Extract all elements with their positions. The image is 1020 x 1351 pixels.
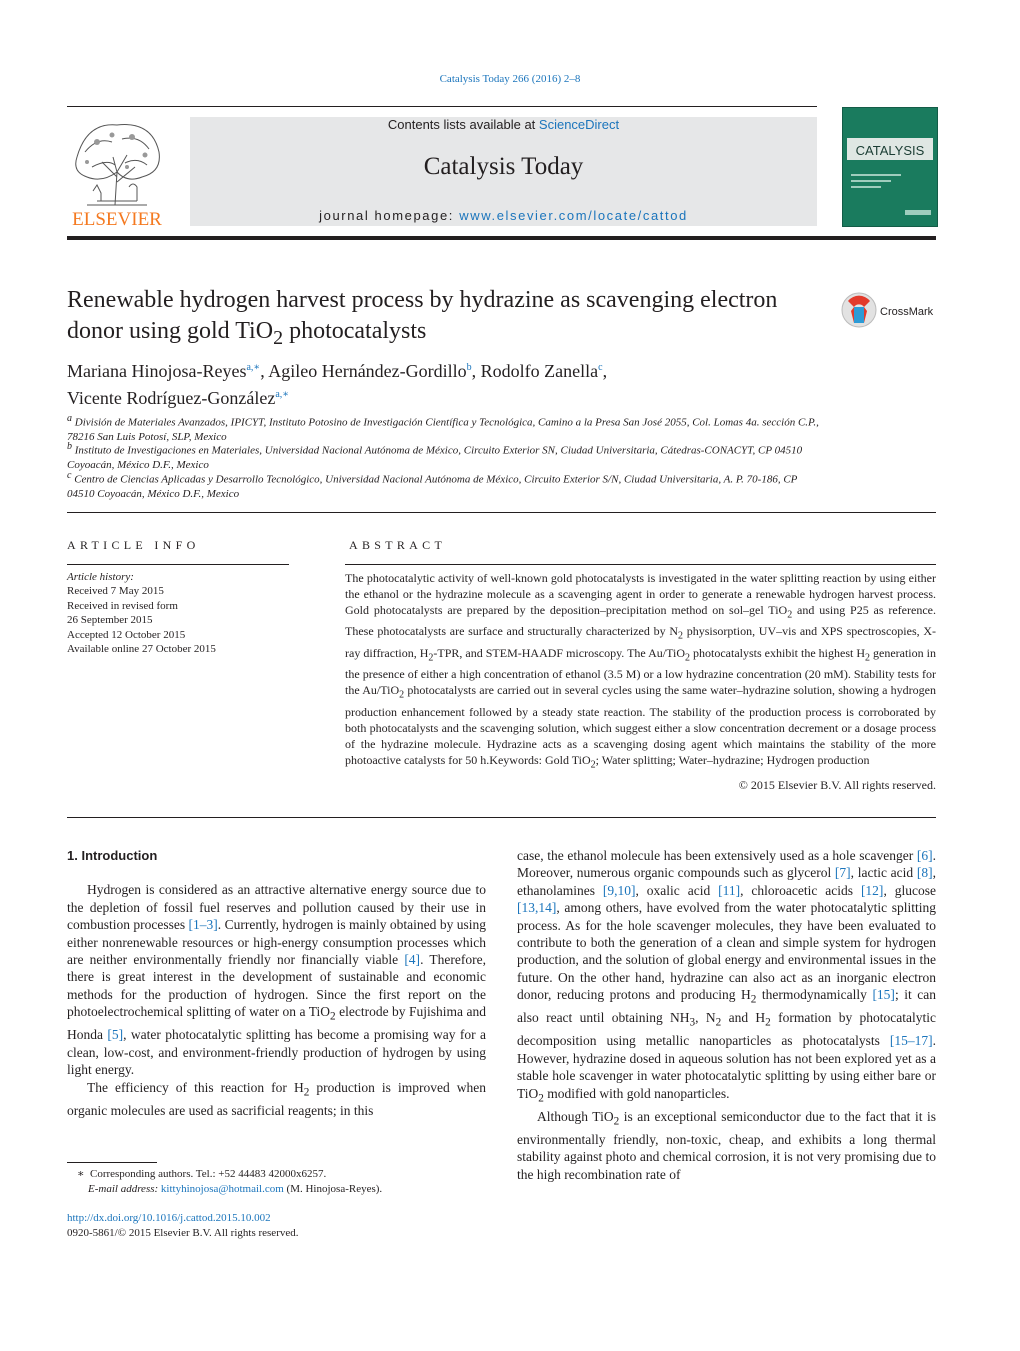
homepage-link[interactable]: www.elsevier.com/locate/cattod	[459, 208, 688, 223]
author-name: Agileo Hernández-Gordillo	[268, 361, 467, 381]
citation-link[interactable]: [13,14]	[517, 900, 557, 916]
email-label: E-mail address:	[88, 1182, 161, 1195]
citation-link[interactable]: [4]	[404, 952, 421, 968]
contents-line	[190, 117, 817, 132]
title-subscript: 2	[273, 326, 284, 349]
history-entry: Available online 27 October 2015	[67, 643, 216, 656]
affiliation-text: Centro de Ciencias Aplicadas y Desarrollo Tecnológico, Universidad Nacional Autónoma de México, Circuito Exterior S/N, Ciudad Universitaria, A. P. 70-186, CP 04510 Coyoacán, México D.F., Mexico	[67, 473, 798, 501]
doi-link[interactable]: http://dx.doi.org/10.1016/j.cattod.2015.10.002	[67, 1212, 271, 1224]
contents-prefix: Contents lists available at	[387, 117, 539, 132]
email-owner: (M. Hinojosa-Reyes).	[283, 1182, 383, 1195]
article-info-rule	[67, 564, 289, 565]
body-paragraph: case, the ethanol molecule has been extensively used as a hole scavenger [6]. Moreover, numerous organic compounds such as glycerol [7], lactic acid [8], ethanolamines [9,10], oxalic acid [11], chloroacetic acids [12], glucose [13,14], among others, have evolved from the water photocatalytic splitting process. As for the hole scavenger molecules, they have been evaluated to contribute to both the generation of a clean and simple system for hydrogen production, and the solution of global energy and environmental issues in the future. On the other hand, hydrazine can also act as an inorganic electron donor, reducing protons and producing $H_2$ thermodynamically [15]; it can also react until obtaining $NH_3$, $N_2$ and $H_2$ formation by photocatalytic decomposition using metallic nanoparticles as photocatalysts [15–17]. However, hydrazine dosed in aqueous solution has not been explored yet as a stable hole scavenger in water photocatalytic splitting by using either bare or TiO$_2$ modified with gold nanoparticles.	[517, 848, 937, 1105]
issn-line: 0920-5861/© 2015 Elsevier B.V. All rights reserved.	[67, 1226, 299, 1239]
body-rule	[67, 817, 936, 818]
cover-title: CATALYSIS	[855, 143, 925, 158]
abstract-body: The photocatalytic activity of well-known gold photocatalysts is investigated in the water splitting reaction by using either the ethanol or the hydrazine molecule as a scavenging agent in order to generate a renewable hydrogen harvest process. Gold photocatalysts are prepared by the deposition–precipitation method on sol–gel TiO$_2$ and using P25 as reference. These photocatalysts are surface and structurally characterized by $N_2$ physisorption, UV–vis and XPS spectroscopies, X-ray diffraction, $H_2$-TPR, and STEM-HAADF microscopy. The Au/TiO$_2$ photocatalysts exhibit the highest $H_2$ generation in the presence of either a high concentration of ethanol (3.5 M) or a low hydrazine concentration (20 mM). Stability tests for the Au/TiO$_2$ photocatalysts are carried out in several cycles using the same water–hydrazine solution, showing a hydrogen production enhancement followed by a steady state reaction. The stability of the production process is corroborated by both photocatalysts and the scavenging solution, which suggest either a slow concentration decrement or a dosage process of the hydrazine molecule. Hydrazine acts as a scavenging dosing agent which maintains the stability of the more photoactive catalysts for 50 h.Keywords: Gold TiO$_2$; Water splitting; Water–hydrazine; Hydrogen production	[345, 571, 937, 770]
homepage-line	[190, 208, 817, 223]
elsevier-wordmark: ELSEVIER	[72, 209, 162, 229]
journal-masthead	[190, 117, 817, 226]
affiliation-text: División de Materiales Avanzados, IPICYT, Instituto Potosino de Investigación Científica y Tecnológica, Camino a la Presa San José 2055, Col. Lomas 4a. sección C.P., 78216 San Luis Potosí, SLP, Mexico	[67, 416, 819, 444]
body-column-right	[517, 847, 936, 1183]
title-part-1: Renewable hydrogen harvest process by hydrazine as scavenging electron donor using gold TiO	[67, 287, 778, 344]
body-column-left	[67, 847, 486, 1119]
corresponding-text: Corresponding authors. Tel.: +52 44483 42000x6257.	[89, 1168, 327, 1180]
header-rule	[67, 106, 817, 107]
crossmark-label: CrossMark	[880, 306, 934, 318]
author-affiliation-mark[interactable]: c	[598, 362, 603, 373]
history-entry: Received 7 May 2015	[67, 585, 164, 598]
article-title	[67, 285, 807, 354]
citation-link[interactable]: [8]	[916, 865, 933, 881]
citation-link[interactable]: [7]	[834, 865, 851, 881]
author-affiliation-mark[interactable]: b	[466, 362, 472, 373]
doi-block	[67, 1211, 487, 1240]
author-name: Mariana Hinojosa-Reyes	[67, 361, 247, 381]
article-history	[67, 570, 289, 656]
article-info-heading: ARTICLE INFO	[67, 538, 200, 552]
history-entry: Received in revised form	[67, 599, 178, 612]
citation-link[interactable]: [5]	[107, 1027, 124, 1043]
homepage-prefix: journal homepage:	[319, 208, 460, 223]
footnote-rule	[67, 1162, 157, 1163]
abstract-copyright: © 2015 Elsevier B.V. All rights reserved.	[738, 778, 936, 792]
elsevier-logo	[67, 117, 167, 229]
citation-link[interactable]: [15–17]	[889, 1033, 933, 1049]
author-name: Rodolfo Zanella	[480, 361, 599, 381]
body-paragraph: Hydrogen is considered as an attractive alternative energy source due to the depletion of fossil fuel reserves and pollution caused by their use in combustion processes [1–3]. Currently, hydrogen is mainly obtained by using either nonrenewable resources or high-energy consumption processes which are neither environmentally friendly nor financially viable [4]. Therefore, there is great interest in the development of sustainable and economic methods for the production of hydrogen. Since the first report on the photoelectrochemical splitting of water on a TiO$_2$ electrode by Fujishima and Honda [5], water photocatalytic splitting has become a promising way for a clean, low-cost, and environment-friendly production of hydrogen by using light energy.	[67, 882, 487, 1078]
footnotes	[67, 1167, 487, 1196]
email-link[interactable]: kittyhinojosa@hotmail.com	[160, 1182, 284, 1195]
body-paragraph: The efficiency of this reaction for $H_2$ production is improved when organic molecules are used as sacrificial reagents; in this	[67, 1079, 486, 1118]
history-entry: 26 September 2015	[67, 614, 153, 627]
author-affiliation-mark[interactable]: a,∗	[246, 362, 261, 373]
journal-cover-thumbnail[interactable]	[842, 107, 938, 227]
section-heading-introduction: 1. Introduction	[67, 848, 158, 863]
affiliation-b	[67, 440, 827, 473]
journal-reference[interactable]: Catalysis Today 266 (2016) 2–8	[439, 73, 581, 85]
citation-link[interactable]: [15]	[872, 987, 895, 1003]
author-list: Mariana Hinojosa-Reyes$^{a,∗}$, Agileo Hernández-Gordillo$^b$, Rodolfo Zanella$^c$, Vicente Rodríguez-González$^{a,∗}$	[67, 361, 608, 408]
section-rule	[67, 512, 936, 513]
crossmark-badge[interactable]	[840, 291, 940, 329]
affiliation-mark: a	[67, 413, 72, 424]
abstract-rule	[345, 564, 936, 565]
journal-title: Catalysis Today	[423, 153, 584, 180]
email-note	[67, 1182, 487, 1197]
affiliation-text: Instituto de Investigaciones en Materiales, Universidad Nacional Autónoma de México, Circuito Exterior SN, Ciudad Universitaria, Cátedras-CONACYT, CP 04510 Coyoacán, México D.F., Mexico	[67, 444, 803, 472]
author-name: Vicente Rodríguez-González	[67, 388, 276, 408]
history-entry: Accepted 12 October 2015	[67, 628, 186, 641]
affiliation-mark: b	[67, 441, 72, 452]
sciencedirect-link[interactable]: ScienceDirect	[538, 117, 620, 132]
citation-link[interactable]: [1–3]	[188, 917, 218, 933]
masthead-rule	[67, 236, 936, 240]
history-label: Article history:	[67, 571, 134, 583]
affiliation-mark: c	[67, 470, 72, 481]
citation-link[interactable]: [11]	[718, 882, 741, 898]
affiliation-c	[67, 469, 827, 502]
citation-link[interactable]: [9,10]	[602, 882, 636, 898]
corresponding-author-note: ∗ Corresponding authors. Tel.: +52 44483 42000x6257.	[77, 1168, 327, 1180]
author-affiliation-mark[interactable]: a,∗	[275, 389, 290, 400]
title-part-2: photocatalysts	[283, 318, 427, 344]
abstract-heading: ABSTRACT	[349, 538, 447, 552]
body-paragraph: Although TiO$_2$ is an exceptional semiconductor due to the fact that it is environmentally friendly, non-toxic, cheap, and exhibits a long thermal stability against photo and chemical corrosion, it is not very promising due to the high recombination rate of	[517, 1108, 936, 1182]
citation-link[interactable]: [12]	[860, 882, 884, 898]
citation-link[interactable]: [6]	[916, 848, 933, 863]
